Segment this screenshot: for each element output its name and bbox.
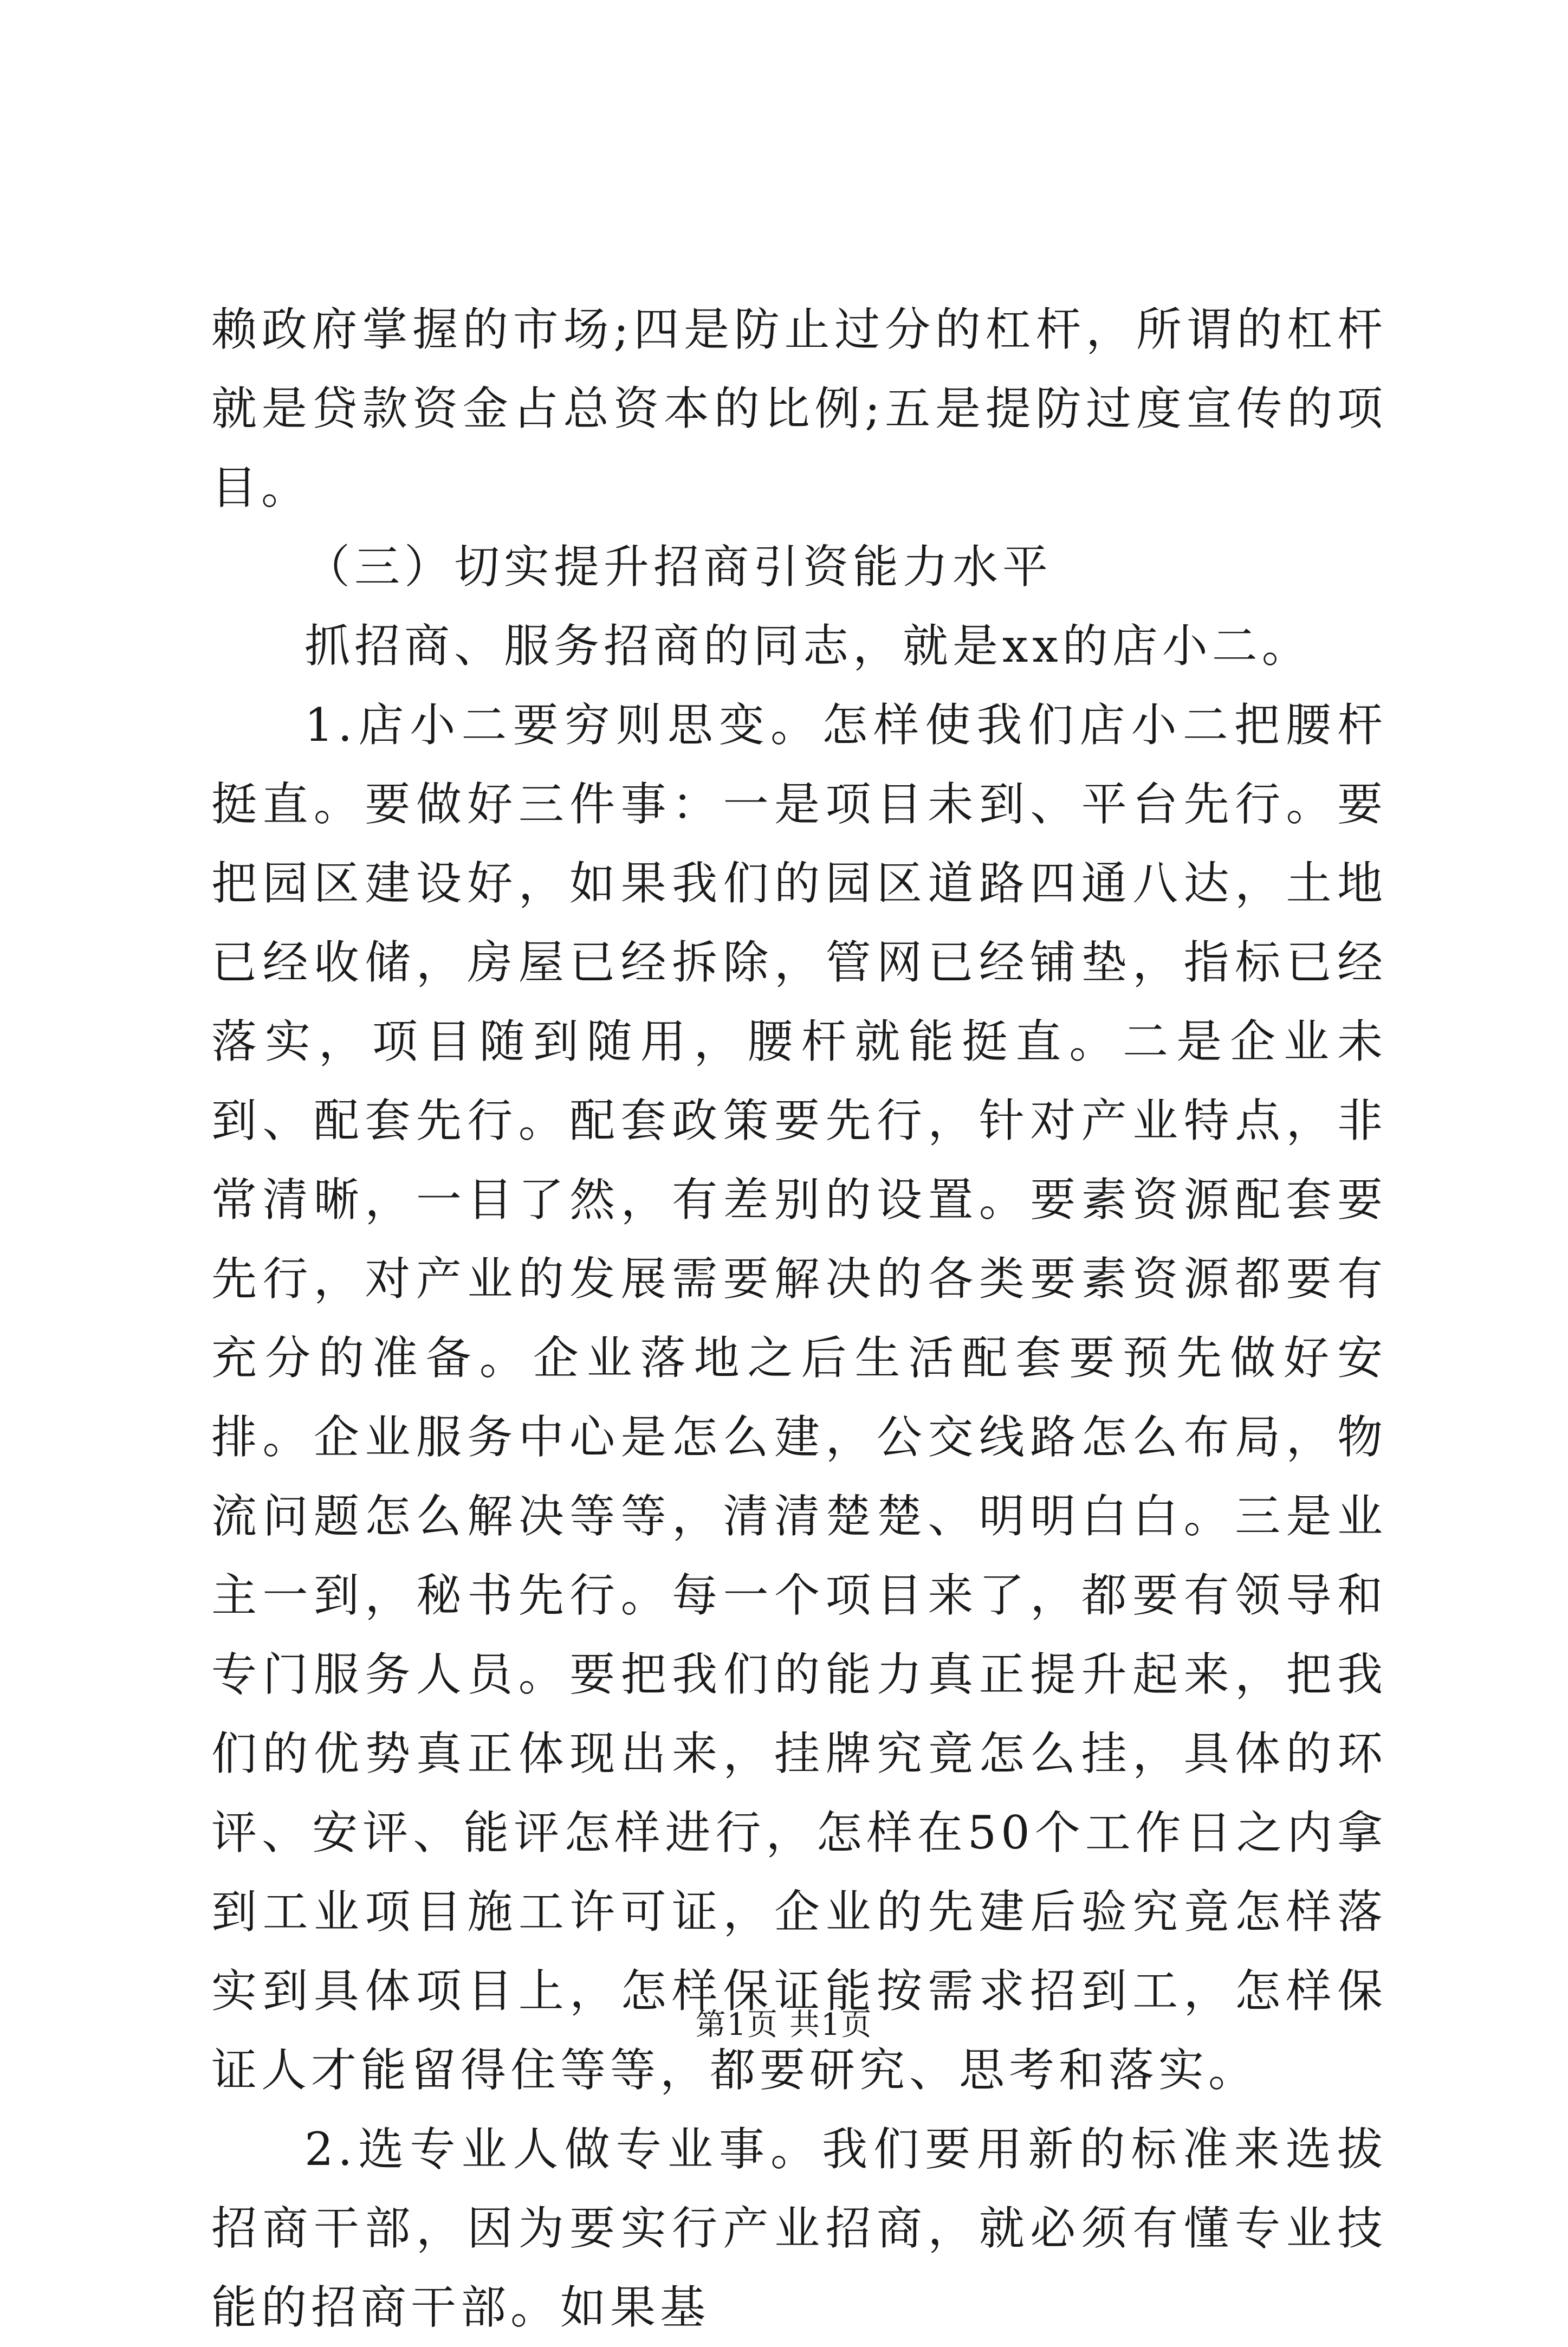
paragraph-continuation: 赖政府掌握的市场;四是防止过分的杠杆，所谓的杠杆就是贷款资金占总资本的比例;五是提防过度宣传的项目。 bbox=[211, 303, 1387, 514]
paragraph-item-1: 1.店小二要穷则思变。怎样使我们店小二把腰杆挺直。要做好三件事：一是项目未到、平台先行。要把园区建设好，如果我们的园区道路四通八达，土地已经收储，房屋已经拆除，管网已经铺垫，指标已经落实，项目随到随用，腰杆就能挺直。二是企业未到、配套先行。配套政策要先行，针对产业特点，非常清晰，一目了然，有差别的设置。要素资源配套要先行，对产业的发展需要解决的各类要素资源都要有充分的准备。企业落地之后生活配套要预先做好安排。企业服务中心是怎么建，公交线路怎么布局，物流问题怎么解决等等，清清楚楚、明明白白。三是业主一到，秘书先行。每一个项目来了，都要有领导和专门服务人员。要把我们的能力真正提升起来，把我们的优势真正体现出来，挂牌究竟怎么挂，具体的环评、安评、能评怎样进行，怎样在50个工作日之内拿到工业项目施工许可证，企业的先建后验究竟怎样落实到具体项目上，怎样保证能按需求招到工，怎样保证人才能留得住等等，都要研究、思考和落实。 bbox=[211, 699, 1387, 2097]
page-footer: 第1页 共1页 bbox=[695, 2007, 873, 2042]
paragraph-intro: 抓招商、服务招商的同志，就是xx的店小二。 bbox=[304, 619, 1312, 673]
paragraph-item-2: 2.选专业人做专业事。我们要用新的标准来选拔招商干部，因为要实行产业招商，就必须有懂专业技能的招商干部。如果基 bbox=[211, 2123, 1387, 2334]
section-heading: （三）切实提升招商引资能力水平 bbox=[304, 540, 1053, 593]
